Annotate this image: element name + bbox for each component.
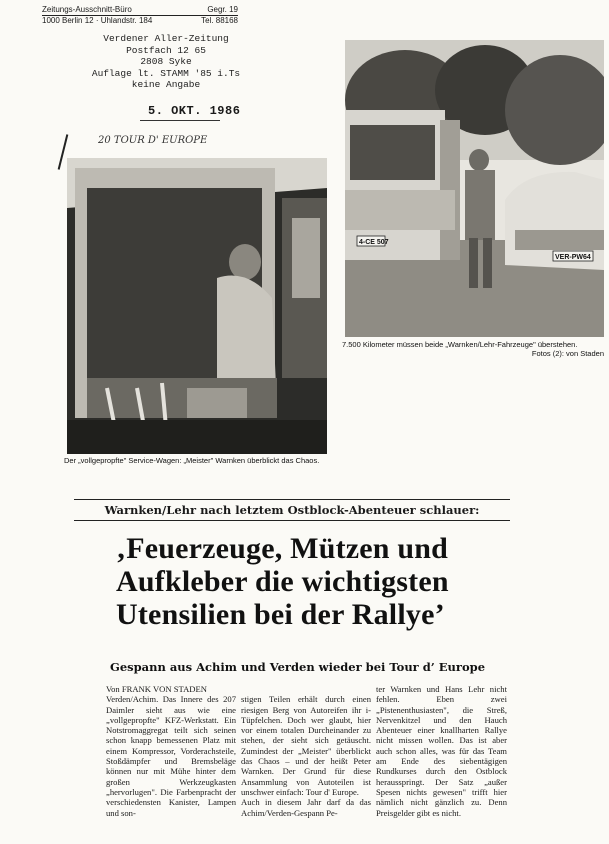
article-headline (116, 532, 449, 631)
handwritten-note: 20 TOUR D' EUROPE (98, 135, 208, 146)
source-line: Postfach 12 65 (126, 44, 206, 56)
source-line: Auflage lt. STAMM '85 i.Ts (91, 67, 241, 79)
headline-line: Aufkleber die wichtigsten (116, 565, 449, 598)
service-van-illustration (67, 158, 327, 454)
car-plate: VER-PW64 (555, 254, 591, 261)
date-stamp: 5. OKT. 1986 (148, 104, 241, 118)
right-photo-caption: 7.500 Kilometer müssen beide „Warnken/Lehr-Fahrzeuge" überstehen. (342, 340, 578, 349)
source-line: 2808 Syke (140, 56, 192, 67)
article-column-1-text: Verden/Achim. Das Innere des 207 Daimler sieht aus wie eine „vollgepropfte" KFZ-Werkstatt. Ein Notstromaggregat teilt sich seinen schon knapp bemessenen Platz mit einem Kompressor, Vorderachsteile, Stoßdämpfer und Bremsbeläge können nur mit Mühe hinter dem großen Werkzeugkasten „hervorlugen". Die Farbenpracht der verschiedensten Kanister, Lampen und son- (106, 694, 236, 818)
clipping-service-header (42, 5, 238, 26)
left-photo-caption: Der „vollgepropfte" Service-Wagen: „Meister" Warnken überblickt das Chaos. (64, 456, 320, 465)
article-column-3-text: ter Warnken und Hans Lehr nicht fehlen. Eben zwei „Pistenenthusiasten", die Streß, Nervenkitzel und den Hauch Abenteuer einer knallharten Rallye nicht missen wollen. Das ist aber auch schon alles, was für das Team am Ende des siebentägigen Rundkurses durch den Ostblock herausspringt. Der Satz „außer Spesen nichts gewesen" trifft hier nämlich nicht gänzlich zu. Denn Preisgelder gibt es nicht. (376, 684, 507, 818)
article-column-2 (241, 684, 371, 828)
clipping-service-phone: Tel. 88168 (201, 16, 238, 25)
truck-plate: 4-CE 507 (359, 239, 389, 246)
service-van-photo (67, 158, 327, 454)
clipping-service-name: Zeitungs-Ausschnitt-Büro (42, 5, 132, 14)
headline-line: Utensilien bei der Rallye’ (116, 598, 445, 631)
rally-vehicles-photo (345, 40, 604, 337)
photo-credit: Fotos (2): von Staden (531, 349, 604, 358)
article-subheadline: Gespann aus Achim und Verden wieder bei Tour d’ Europe (110, 660, 486, 674)
source-stamp (76, 33, 256, 91)
source-line: keine Angabe (131, 79, 201, 90)
source-line: Verdener Aller-Zeitung (103, 33, 229, 44)
article-byline: Von FRANK VON STADEN (106, 684, 207, 694)
article-column-2-text: stigen Teilen erhält durch einen riesigen Berg von Autoreifen ihr i-Tüpfelchen. Doch wer glaubt, hier vor einem totalen Durcheinander zu stehen, der sieht sich getäuscht. Zumindest der „Meister" überblickt das Chaos – und der heißt Peter Warnken. Der Grund für diese Ansammlung von Autoteilen ist unschwer einfach: Tour d' Europe. Auch in diesem Jahr darf da das Achim/Verden-Gespann Pe- (241, 694, 371, 818)
date-stamp-underline (140, 120, 220, 121)
article-column-3 (376, 684, 507, 818)
article-kicker: Warnken/Lehr nach letztem Ostblock-Abenteuer schlauer: (74, 499, 510, 521)
clipping-service-founded: Gegr. 19 (207, 5, 238, 14)
clipping-service-address: 1000 Berlin 12 · Uhlandstr. 184 (42, 16, 153, 25)
rally-vehicles-illustration (345, 40, 604, 337)
article-column-1 (106, 684, 236, 818)
headline-line: ‚Feuerzeuge, Mützen und (116, 532, 449, 565)
